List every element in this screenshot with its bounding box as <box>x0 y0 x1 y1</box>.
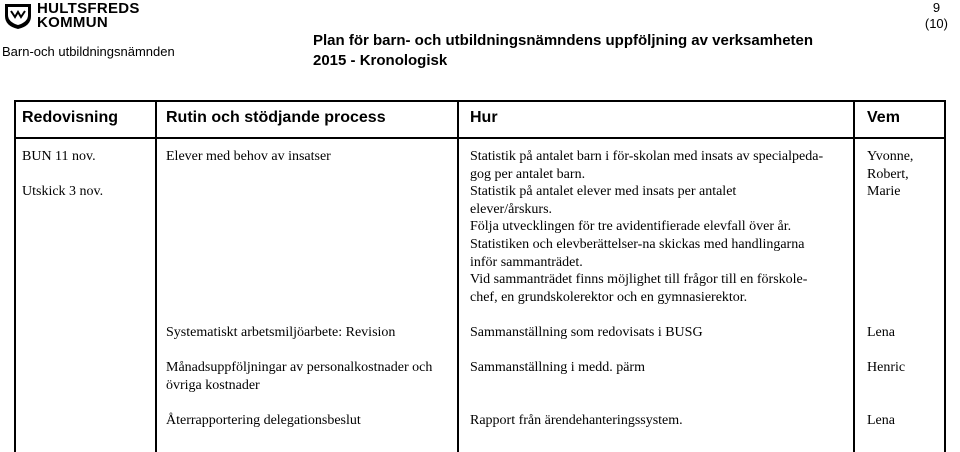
column-header-rutin: Rutin och stödjande process <box>166 109 386 126</box>
row1-redovisning-line-1: BUN 11 nov. <box>22 149 96 164</box>
table-right-border <box>944 100 946 452</box>
row3-hur: Sammanställning i medd. pärm <box>470 360 645 375</box>
row1-hur-line: Statistik på antalet elever med insats per antalet <box>470 184 737 200</box>
col-divider-2 <box>457 100 459 452</box>
column-header-hur: Hur <box>470 109 498 126</box>
department-name: Barn-och utbildningsnämnden <box>2 44 175 59</box>
table-left-border <box>14 100 16 452</box>
coat-of-arms-icon <box>3 2 33 30</box>
row2-rutin: Systematiskt arbetsmiljöarbete: Revision <box>166 325 396 340</box>
row1-rutin: Elever med behov av insatser <box>166 149 331 164</box>
column-header-redovisning: Redovisning <box>22 109 119 126</box>
logo-line-1: HULTSFREDS <box>37 0 140 17</box>
title-line-2: 2015 - Kronologisk <box>313 52 448 69</box>
row1-hur-line: Vid sammanträdet finns möjlighet till frågor till en förskole- <box>470 272 808 288</box>
municipality-logo <box>3 2 140 30</box>
document-title <box>313 31 813 71</box>
row1-vem-line: Yvonne, <box>867 149 914 164</box>
row3-rutin <box>166 359 432 394</box>
logo-line-2: KOMMUN <box>37 14 108 31</box>
row1-redovisning <box>22 148 103 200</box>
row1-hur-line: gog per antalet barn. <box>470 166 586 182</box>
plan-table <box>14 100 946 452</box>
row3-rutin-line-1: Månadsuppföljningar av personalkostnader och <box>166 360 433 375</box>
row3-vem: Henric <box>867 360 906 375</box>
row1-hur-line: elever/årskurs. <box>470 201 553 217</box>
title-line-1: Plan för barn- och utbildningsnämndens uppföljning av verksamheten <box>313 32 814 49</box>
row1-hur-line: chef, en grundskolerektor och en gymnasierektor. <box>470 289 748 305</box>
col-divider-3 <box>853 100 855 452</box>
row4-vem: Lena <box>867 413 895 428</box>
row1-redovisning-line-2: Utskick 3 nov. <box>22 183 104 199</box>
row4-rutin: Återrapportering delegationsbeslut <box>166 413 361 428</box>
row1-hur <box>470 148 823 306</box>
column-header-vem: Vem <box>867 109 900 126</box>
table-top-border <box>14 100 946 102</box>
row3-rutin-line-2: övriga kostnader <box>166 377 260 393</box>
row1-vem-line: Marie <box>867 184 901 200</box>
col-divider-1 <box>155 100 157 452</box>
page-total: (10) <box>924 16 948 31</box>
page-current: 9 <box>932 0 941 15</box>
row1-hur-line: Statistik på antalet barn i för-skolan med insats av specialpeda- <box>470 149 824 164</box>
row4-hur: Rapport från ärendehanteringssystem. <box>470 413 683 428</box>
row1-hur-line: Följa utvecklingen för tre avidentifierade elevfall över år. <box>470 219 792 235</box>
row1-vem <box>867 148 913 201</box>
row1-hur-line: Statistiken och elevberättelser-na skickas med handlingarna <box>470 236 805 252</box>
row1-hur-line: inför sammanträdet. <box>470 254 583 270</box>
row2-hur: Sammanställning som redovisats i BUSG <box>470 325 703 340</box>
page-number <box>925 0 948 32</box>
row2-vem: Lena <box>867 325 895 340</box>
row1-vem-line: Robert, <box>867 166 909 182</box>
header-bottom-border <box>14 137 946 139</box>
